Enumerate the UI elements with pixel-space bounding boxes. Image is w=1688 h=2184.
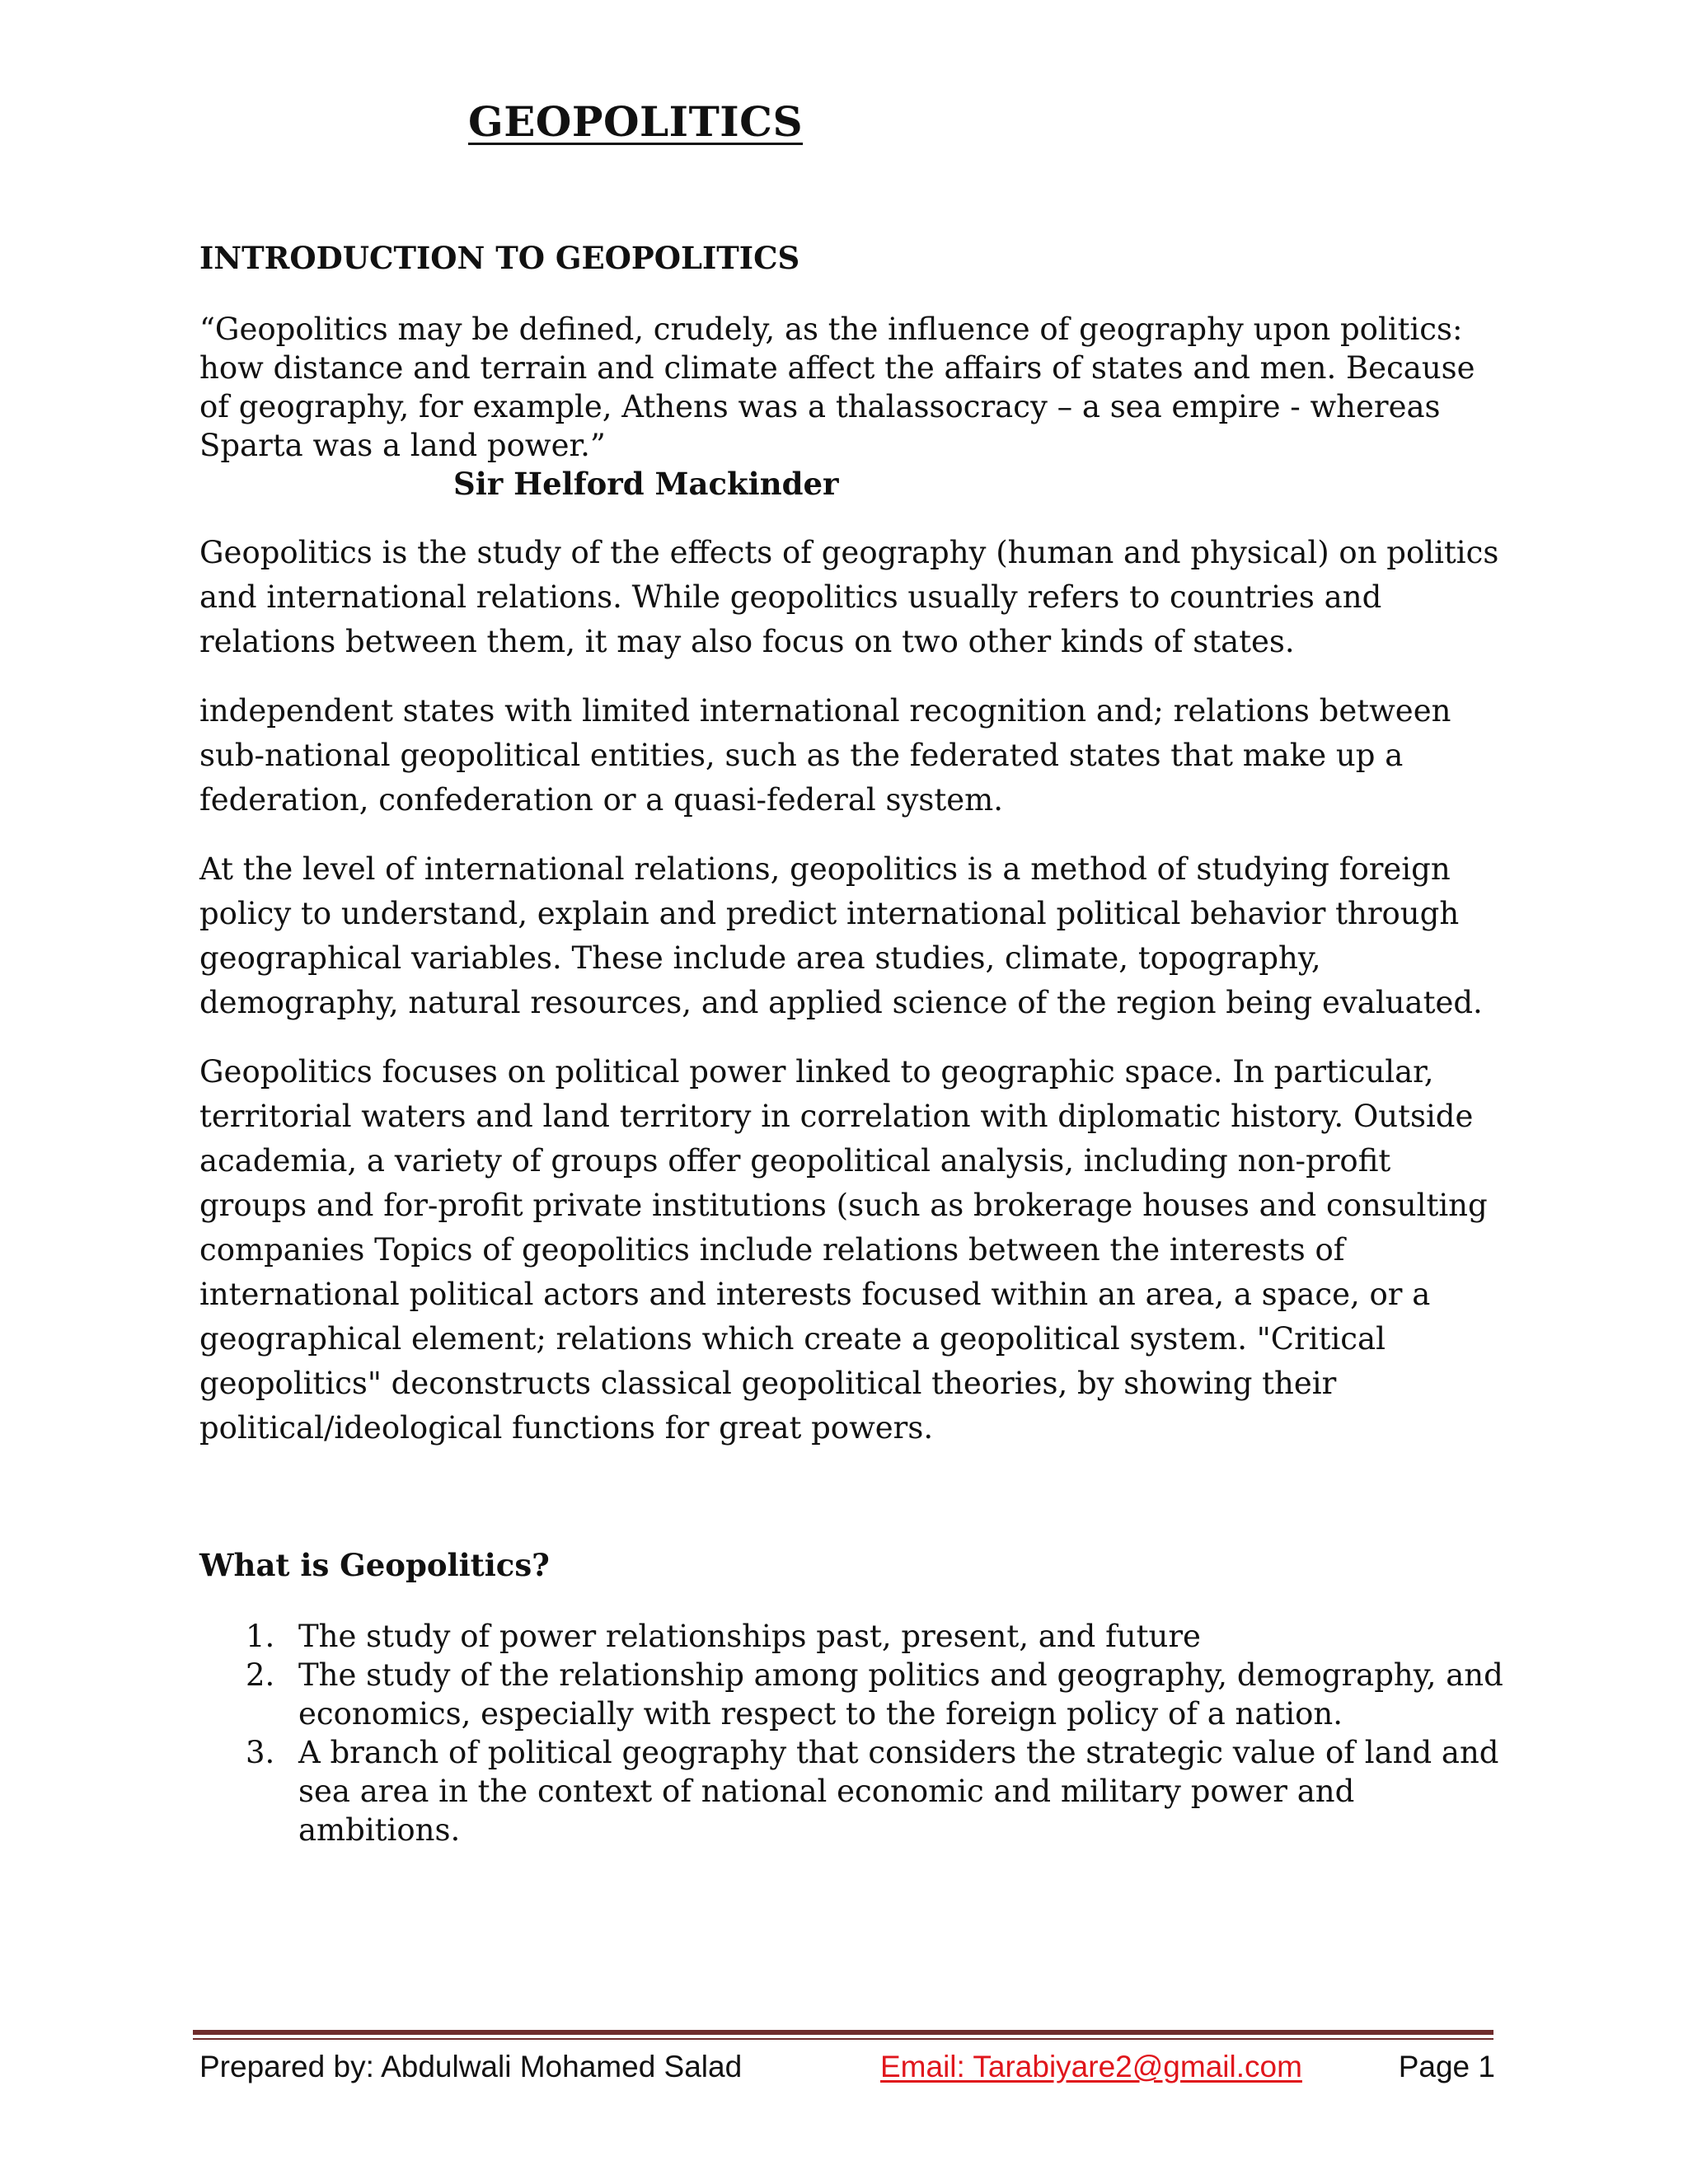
list-item <box>199 1733 1510 1849</box>
page-footer <box>199 2042 1495 2092</box>
list-item-number: 1. <box>246 1619 275 1654</box>
list-item-text: The study of the relationship among politics and geography, demography, and economics, especially with respect to the foreign policy of a nation. <box>298 1657 1503 1732</box>
list-item <box>199 1617 1510 1656</box>
list-item-text: A branch of political geography that considers the strategic value of land and sea area in the context of national economic and military power and ambitions. <box>298 1735 1499 1848</box>
footer-author: Prepared by: Abdulwali Mohamed Salad <box>199 2050 743 2083</box>
footer-divider-thin <box>193 2038 1493 2040</box>
list-item-number: 3. <box>246 1735 275 1770</box>
quote-author: Sir Helford Mackinder <box>453 466 839 502</box>
intro-heading: INTRODUCTION TO GEOPOLITICS <box>199 240 800 276</box>
list-item-text: The study of power relationships past, present, and future <box>298 1619 1201 1654</box>
paragraph-international-relations: At the level of international relations, geopolitics is a method of studying foreign policy to understand, explain and predict international political behavior through geographical variables. These include area studies, climate, topography, demography, natural resources, and applied science of the region being evaluated. <box>199 851 1483 1020</box>
mackinder-quote: “Geopolitics may be defined, crudely, as the influence of geography upon politics: how distance and terrain and climate affect the affairs of states and men. Because of geography, for example, Athens was a thalassocracy – a sea empire - whereas Sparta was a land power.” <box>199 312 1475 463</box>
footer-email-link[interactable]: Email: Tarabiyare2@gmail.com <box>880 2050 1302 2083</box>
footer-divider <box>193 2030 1493 2035</box>
what-is-heading: What is Geopolitics? <box>199 1547 550 1583</box>
list-item-number: 2. <box>246 1657 275 1693</box>
definition-list <box>199 1617 1502 1849</box>
page-title: GEOPOLITICS <box>468 97 804 146</box>
paragraph-political-power: Geopolitics focuses on political power linked to geographic space. In particular, territorial waters and land territory in correlation with diplomatic history. Outside academia, a variety of groups offer geopolitical analysis, including non-profit groups and for-profit private institutions (such as brokerage houses and consulting companies Topics of geopolitics include relations between the interests of international political actors and interests focused within an area, a space, or a geographical element; relations which create a geopolitical system. "Critical geopolitics" deconstructs classical geopolitical theories, by showing their political/ideological functions for great powers. <box>199 1054 1488 1446</box>
list-item <box>199 1656 1510 1733</box>
document-body <box>199 236 1502 1849</box>
paragraph-definition: Geopolitics is the study of the effects of geography (human and physical) on politics and international relations. While geopolitics usually refers to countries and relations between them, it may also focus on two other kinds of states. <box>199 535 1499 659</box>
paragraph-states: independent states with limited international recognition and; relations between sub-national geopolitical entities, such as the federated states that make up a federation, confederation or a quasi-federal system. <box>199 693 1451 818</box>
page-number: Page 1 <box>1398 2050 1495 2083</box>
